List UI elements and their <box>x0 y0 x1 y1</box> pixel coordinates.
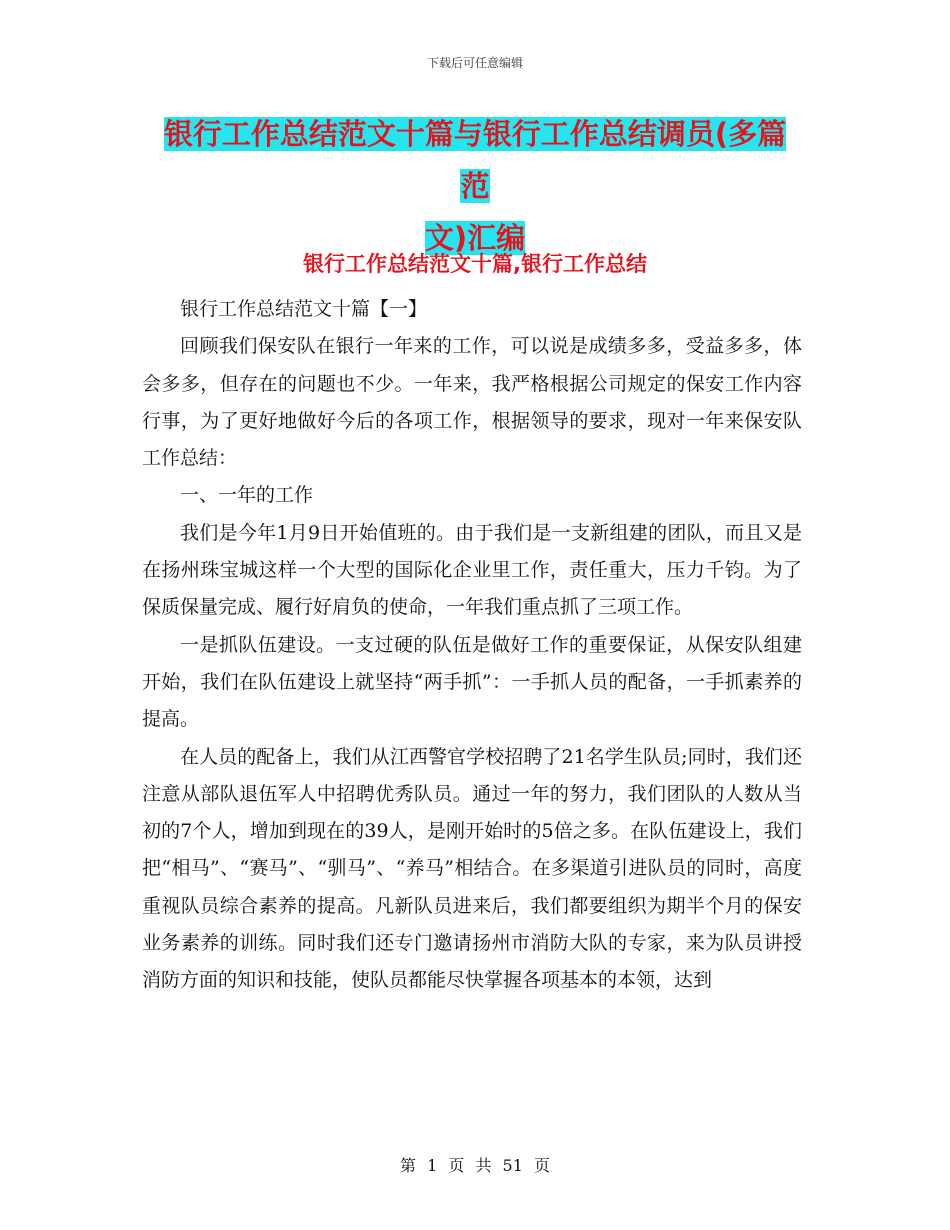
paragraph: 一是抓队伍建设。一支过硬的队伍是做好工作的重要保证，从保安队组建开始，我们在队伍建设上就坚持“两手抓”：一手抓人员的配备，一手抓素养的提高。 <box>142 633 802 731</box>
paragraph-heading-2: 一、一年的工作 <box>180 484 314 507</box>
paragraph: 回顾我们保安队在银行一年来的工作，可以说是成绩多多，受益多多，体会多多，但存在的问题也不少。一年来，我严格根据公司规定的保安工作内容行事，为了更好地做好今后的各项工作，根据领导的要求，现对一年来保安队工作总结： <box>142 335 802 470</box>
paragraph: 在人员的配备上，我们从江西警官学校招聘了21名学生队员;同时，我们还注意从部队退伍军人中招聘优秀队员。通过一年的努力，我们团队的人数从当初的7个人，增加到现在的39人，是刚开始时的5倍之多。在队伍建设上，我们把“相马”、“赛马”、“驯马”、“养马”相结合。在多渠道引进队员的同时，高度重视队员综合素养的提高。凡新队员进来后，我们都要组织为期半个月的保安业务素养的训练。同时我们还专门邀请扬州市消防大队的专家，来为队员讲授消防方面的知识和技能，使队员都能尽快掌握各项基本的本领，达到 <box>142 745 802 992</box>
paragraph-heading-1: 银行工作总结范文十篇【一】 <box>180 298 428 320</box>
section-subtitle: 银行工作总结范文十篇,银行工作总结 <box>303 252 647 276</box>
document-title-line-2: 文)汇编 <box>424 221 526 255</box>
header-note: 下载后可任意编辑 <box>426 56 523 70</box>
page-footer: 第 1 页 共 51 页 <box>400 1156 550 1175</box>
body-text <box>142 291 802 1000</box>
document-title <box>150 108 800 264</box>
paragraph: 我们是今年1月9日开始值班的。由于我们是一支新组建的团队，而且又是在扬州珠宝城这样一个大型的国际化企业里工作，责任重大，压力千钧。为了保质保量完成、履行好肩负的使命，一年我们重点抓了三项工作。 <box>142 521 802 619</box>
document-title-line-1: 银行工作总结范文十篇与银行工作总结调员(多篇范 <box>163 117 787 203</box>
